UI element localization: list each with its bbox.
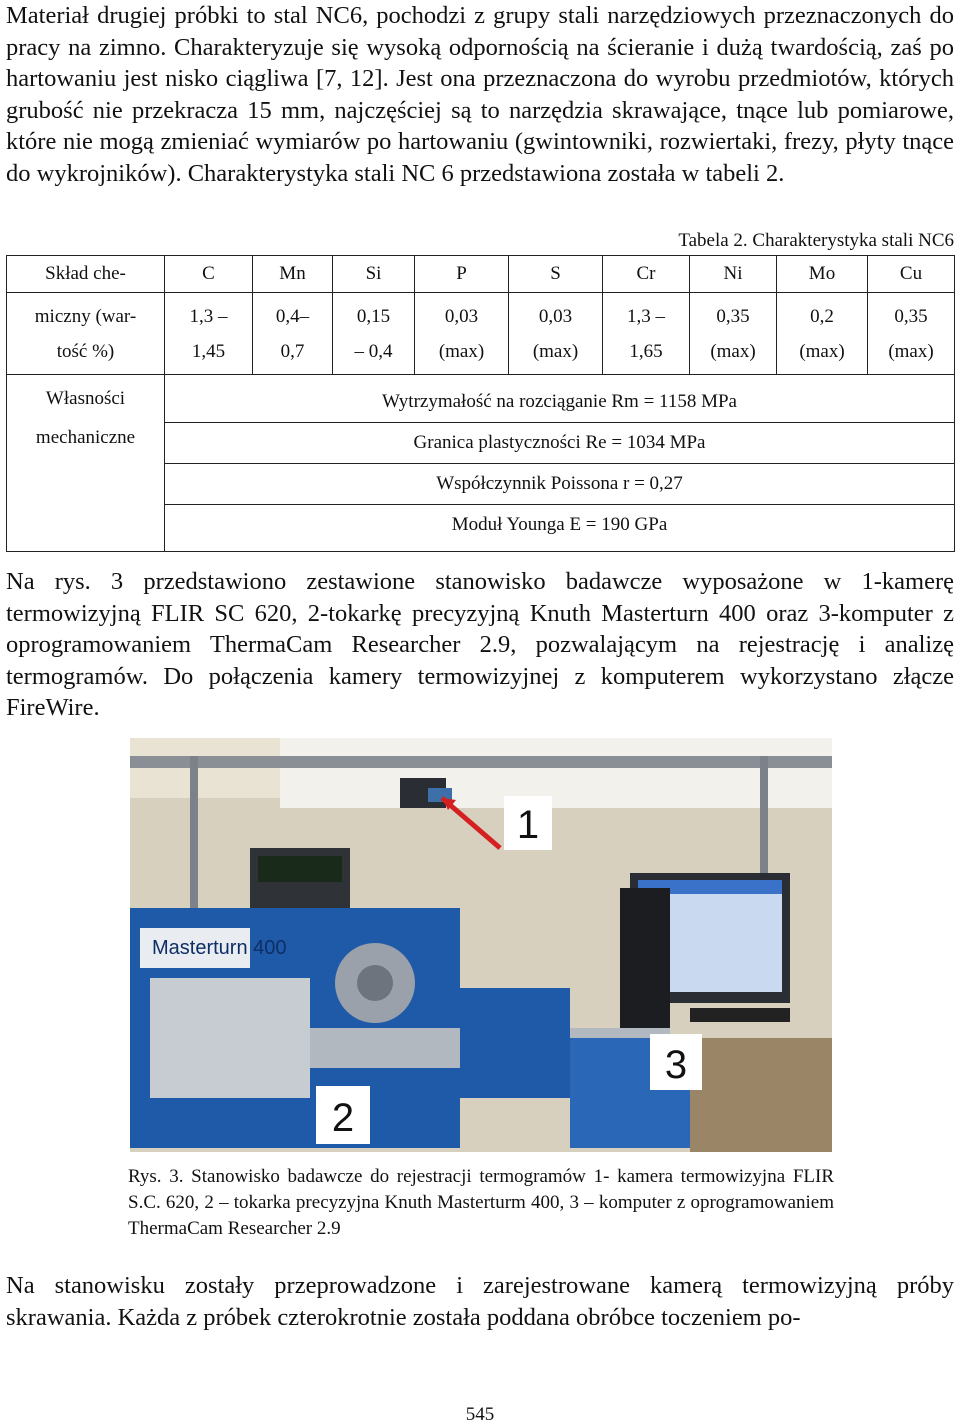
element-header: Cr [603,256,690,293]
element-header: Si [333,256,415,293]
value-line: 1,65 [629,340,663,362]
value-line: 0,03 [538,305,573,327]
element-header: C [165,256,253,293]
mech-properties [165,375,955,552]
value-line: (max) [799,340,845,362]
test-stand-photo [130,738,832,1152]
marker-3-label: 3 [664,1043,688,1087]
lab-scene-illustration [130,738,832,1152]
marker-3 [650,1034,702,1090]
chem-label-top: Skład che- [7,256,165,293]
element-header: Cu [868,256,955,293]
value-line: 0,35 [894,305,928,327]
marker-2 [316,1086,370,1144]
value-line: – 0,4 [354,340,393,362]
value-line: (max) [888,340,934,362]
value-line: 1,45 [191,340,226,362]
mech-property: Granica plastyczności Re = 1034 MPa [165,422,954,463]
page-number: 545 [465,1404,495,1425]
value-line: 0,7 [280,340,305,362]
figure-caption: Rys. 3. Stanowisko badawcze do rejestracji termogramów 1- kamera termowizyjna FLIR S.C. 620, 2 – tokarka precyzyjna Knuth Masterturm 400, 3 – komputer z oprogramowaniem ThermaCam Researcher 2.9 [128,1166,834,1239]
composition-cell [509,293,603,375]
value-line: 0,35 [716,305,750,327]
element-header: S [509,256,603,293]
mech-property: Wytrzymałość na rozciąganie Rm = 1158 MPa [382,390,737,412]
marker-2-label: 2 [331,1096,355,1140]
table-caption: Tabela 2. Charakterystyka stali NC6 [678,230,954,251]
chem-label-line: miczny (war- [34,305,137,327]
composition-cell [868,293,955,375]
value-line: (max) [710,340,756,362]
setup-paragraph: Na rys. 3 przedstawiono zestawione stanowisko badawcze wyposażone w 1-kamerę termowizyjną FLIR SC 620, 2-tokarkę precyzyjną Knuth Masterturn 400 oraz 3-komputer z oprogramowaniem ThermaCam Researcher 2.9, pozwalającym na rejestrację i analizę termogramów. Do połączenia kamery termowizyjnej z komputerem wykorzystano złącze FireWire. [6,568,954,721]
mech-label-line: Własności [45,388,126,409]
value-line: (max) [438,340,485,362]
composition-cell [603,293,690,375]
element-header: P [415,256,509,293]
value-line: 0,4– [275,305,310,327]
value-line: 0,03 [444,305,479,327]
value-line: 0,2 [810,305,834,327]
value-line: 0,15 [356,305,391,327]
lathe-brand-label: Masterturn 400 [152,937,287,959]
procedure-paragraph: Na stanowisku zostały przeprowadzone i zarejestrowane kamerą termowizyjną próby skrawania. Każda z próbek czterokrotnie została poddana obróbce toczeniem po- [6,1272,954,1331]
element-header: Ni [690,256,777,293]
chem-label-line: tość %) [56,340,115,362]
value-line: 1,3 – [627,305,665,327]
element-header: Mo [777,256,868,293]
mech-property: Moduł Younga E = 190 GPa [165,504,954,545]
element-header: Mn [253,256,333,293]
marker-1 [504,796,552,850]
composition-cell [777,293,868,375]
mech-property: Współczynnik Poissona r = 0,27 [165,463,954,504]
composition-cell [333,293,415,375]
composition-cell [165,293,253,375]
marker-1-label: 1 [516,803,540,847]
composition-cell [253,293,333,375]
value-line: (max) [532,340,579,362]
intro-paragraph: Materiał drugiej próbki to stal NC6, pochodzi z grupy stali narzędziowych przeznaczonych do pracy na zimno. Charakteryzuje się wysoką odpornością na ścieranie i dużą twardością, zaś po hartowaniu jest nisko ciągliwa [7, 12]. Jest ona przeznaczona do wyrobu przedmiotów, których grubość nie przekracza 15 mm, najczęściej są to narzędzia skrawające, tnące lub pomiarowe, które nie mogą zmieniać wymiarów po hartowaniu (gwintowniki, rozwiertaki, frezy, płyty tnące do wykrojników). Charakterystyka stali NC 6 przedstawiona została w tabeli 2. [6,2,954,187]
value-line: 1,3 – [189,305,228,327]
steel-properties-table [6,255,955,552]
chem-label [7,293,165,375]
composition-cell [415,293,509,375]
mech-label-line: mechaniczne [35,427,136,448]
mech-label [7,375,165,552]
composition-cell [690,293,777,375]
